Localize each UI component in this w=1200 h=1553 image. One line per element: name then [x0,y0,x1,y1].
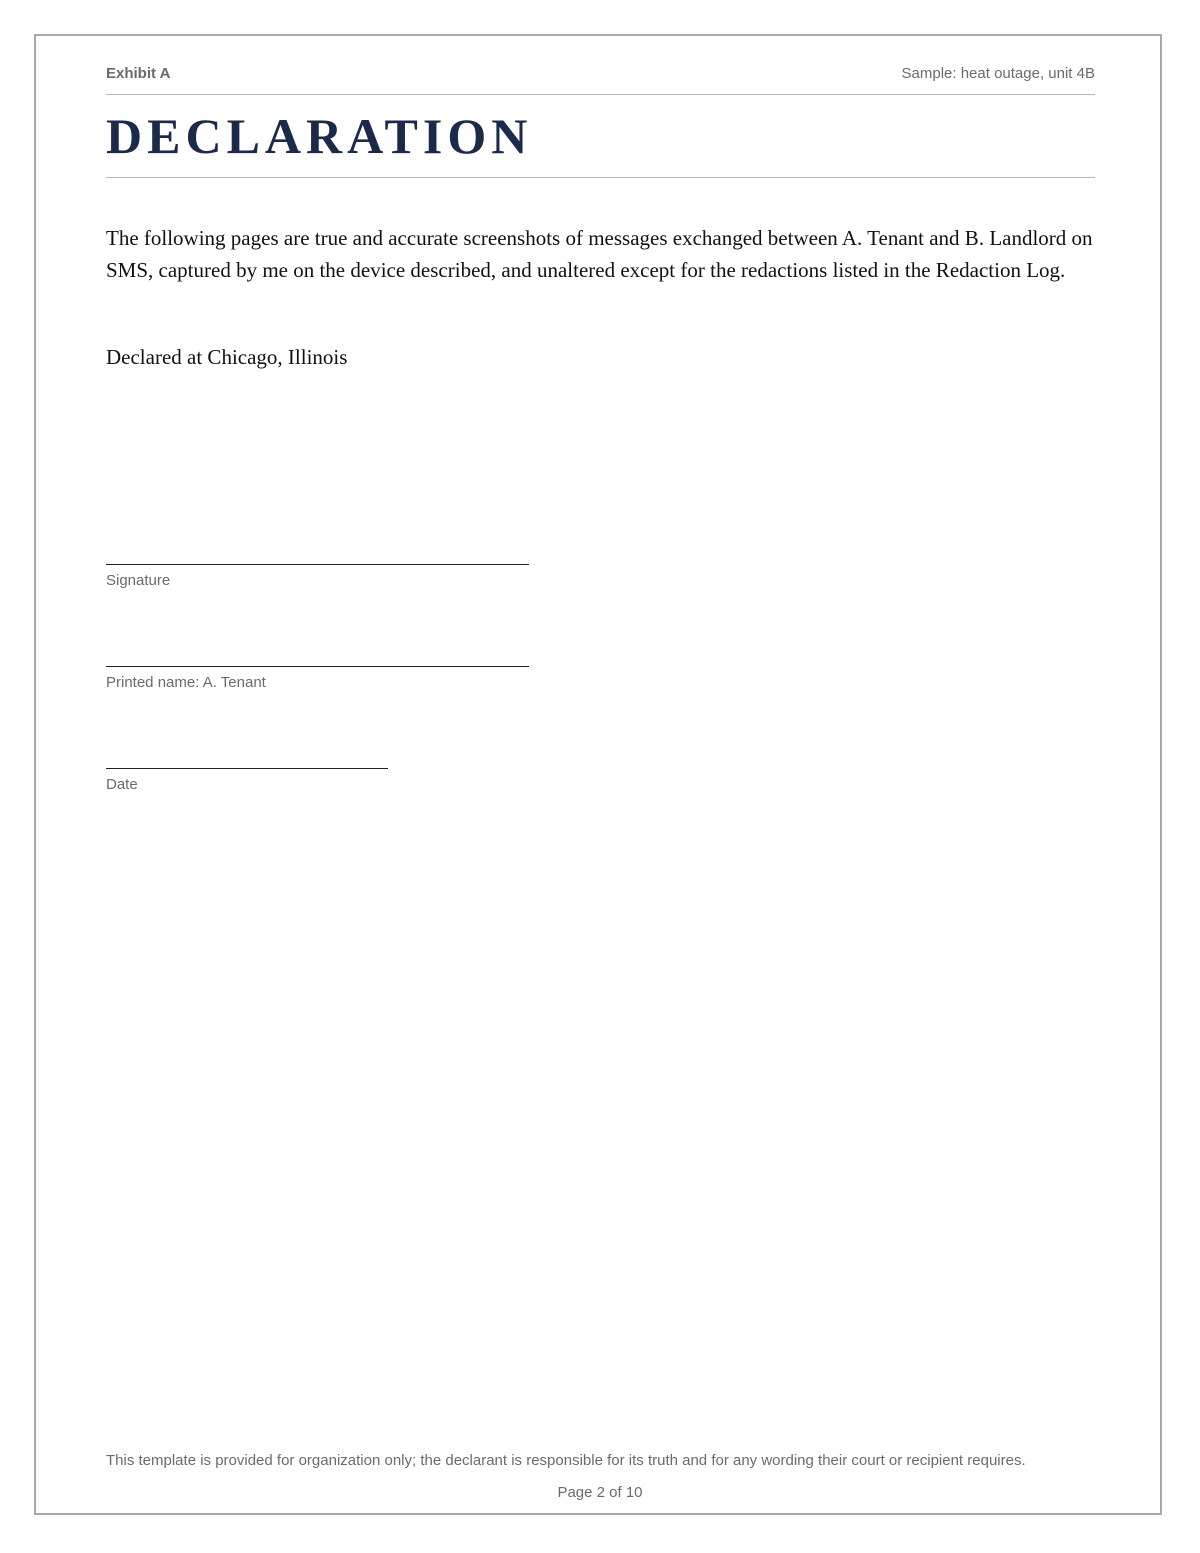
date-line [106,768,388,769]
sample-label: Sample: heat outage, unit 4B [901,65,1095,82]
printed-name-line [106,666,529,667]
declaration-statement: The following pages are true and accurate screenshots of messages exchanged between A. Tenant and B. Landlord on SMS, captured by me on the device described, and unaltered except for the redactions listed in the Redaction Log. [106,226,1093,282]
footer-disclaimer: This template is provided for organization only; the declarant is responsible for its truth and for any wording their court or recipient requires. [106,1452,1026,1469]
page-header [106,64,1095,95]
document-page [34,34,1162,1515]
printed-name-label: Printed name: A. Tenant [106,674,266,691]
date-label: Date [106,776,138,793]
document-title: DECLARATION [106,108,1095,178]
signature-line [106,564,529,565]
signature-label: Signature [106,572,171,589]
declaration-location: Declared at Chicago, Illinois [106,345,348,369]
page-number: Page 2 of 10 [557,1484,643,1501]
exhibit-label: Exhibit A [106,65,171,82]
